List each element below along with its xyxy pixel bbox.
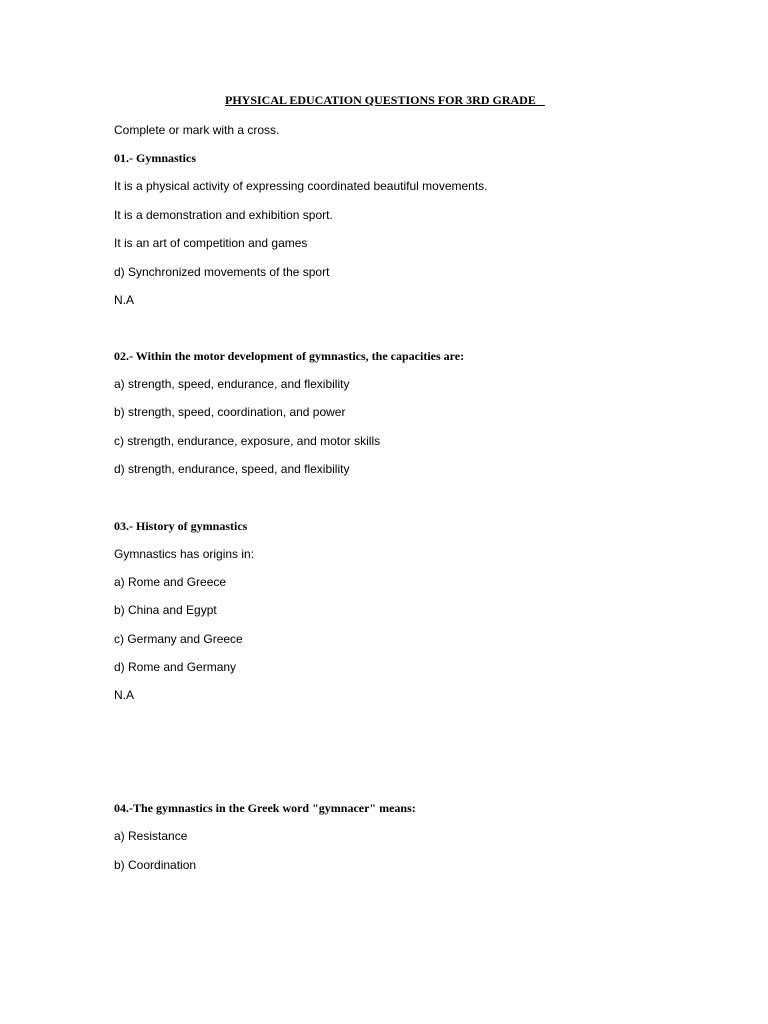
question-1-line-1: It is a physical activity of expressing coordinated beautiful movements. (114, 179, 488, 193)
question-4-heading: 04.-The gymnastics in the Greek word "gymnacer" means: (114, 801, 416, 815)
question-2-option-a: a) strength, speed, endurance, and flexibility (114, 377, 350, 391)
question-1-option-na: N.A (114, 293, 135, 307)
question-2-option-d: d) strength, endurance, speed, and flexibility (114, 462, 350, 476)
question-4-option-a: a) Resistance (114, 829, 188, 843)
question-1-option-d: d) Synchronized movements of the sport (114, 265, 330, 279)
document-title: PHYSICAL EDUCATION QUESTIONS FOR 3RD GRADE (225, 93, 545, 107)
question-3-heading: 03.- History of gymnastics (114, 519, 248, 533)
question-2-option-c: c) strength, endurance, exposure, and motor skills (114, 434, 381, 448)
question-3-option-a: a) Rome and Greece (114, 575, 227, 589)
question-3-option-c: c) Germany and Greece (114, 632, 243, 646)
question-4-option-b: b) Coordination (114, 858, 197, 872)
question-3-option-na: N.A (114, 688, 135, 702)
question-3-option-b: b) China and Egypt (114, 603, 217, 617)
question-1-line-3: It is an art of competition and games (114, 236, 308, 250)
question-3-option-d: d) Rome and Germany (114, 660, 237, 674)
question-1-heading: 01.- Gymnastics (114, 151, 196, 165)
instruction-text: Complete or mark with a cross. (114, 123, 280, 137)
question-2-option-b: b) strength, speed, coordination, and power (114, 405, 346, 419)
question-3-prompt: Gymnastics has origins in: (114, 547, 255, 561)
question-2-heading: 02.- Within the motor development of gymnastics, the capacities are: (114, 349, 465, 363)
question-1-line-2: It is a demonstration and exhibition sport. (114, 208, 333, 222)
